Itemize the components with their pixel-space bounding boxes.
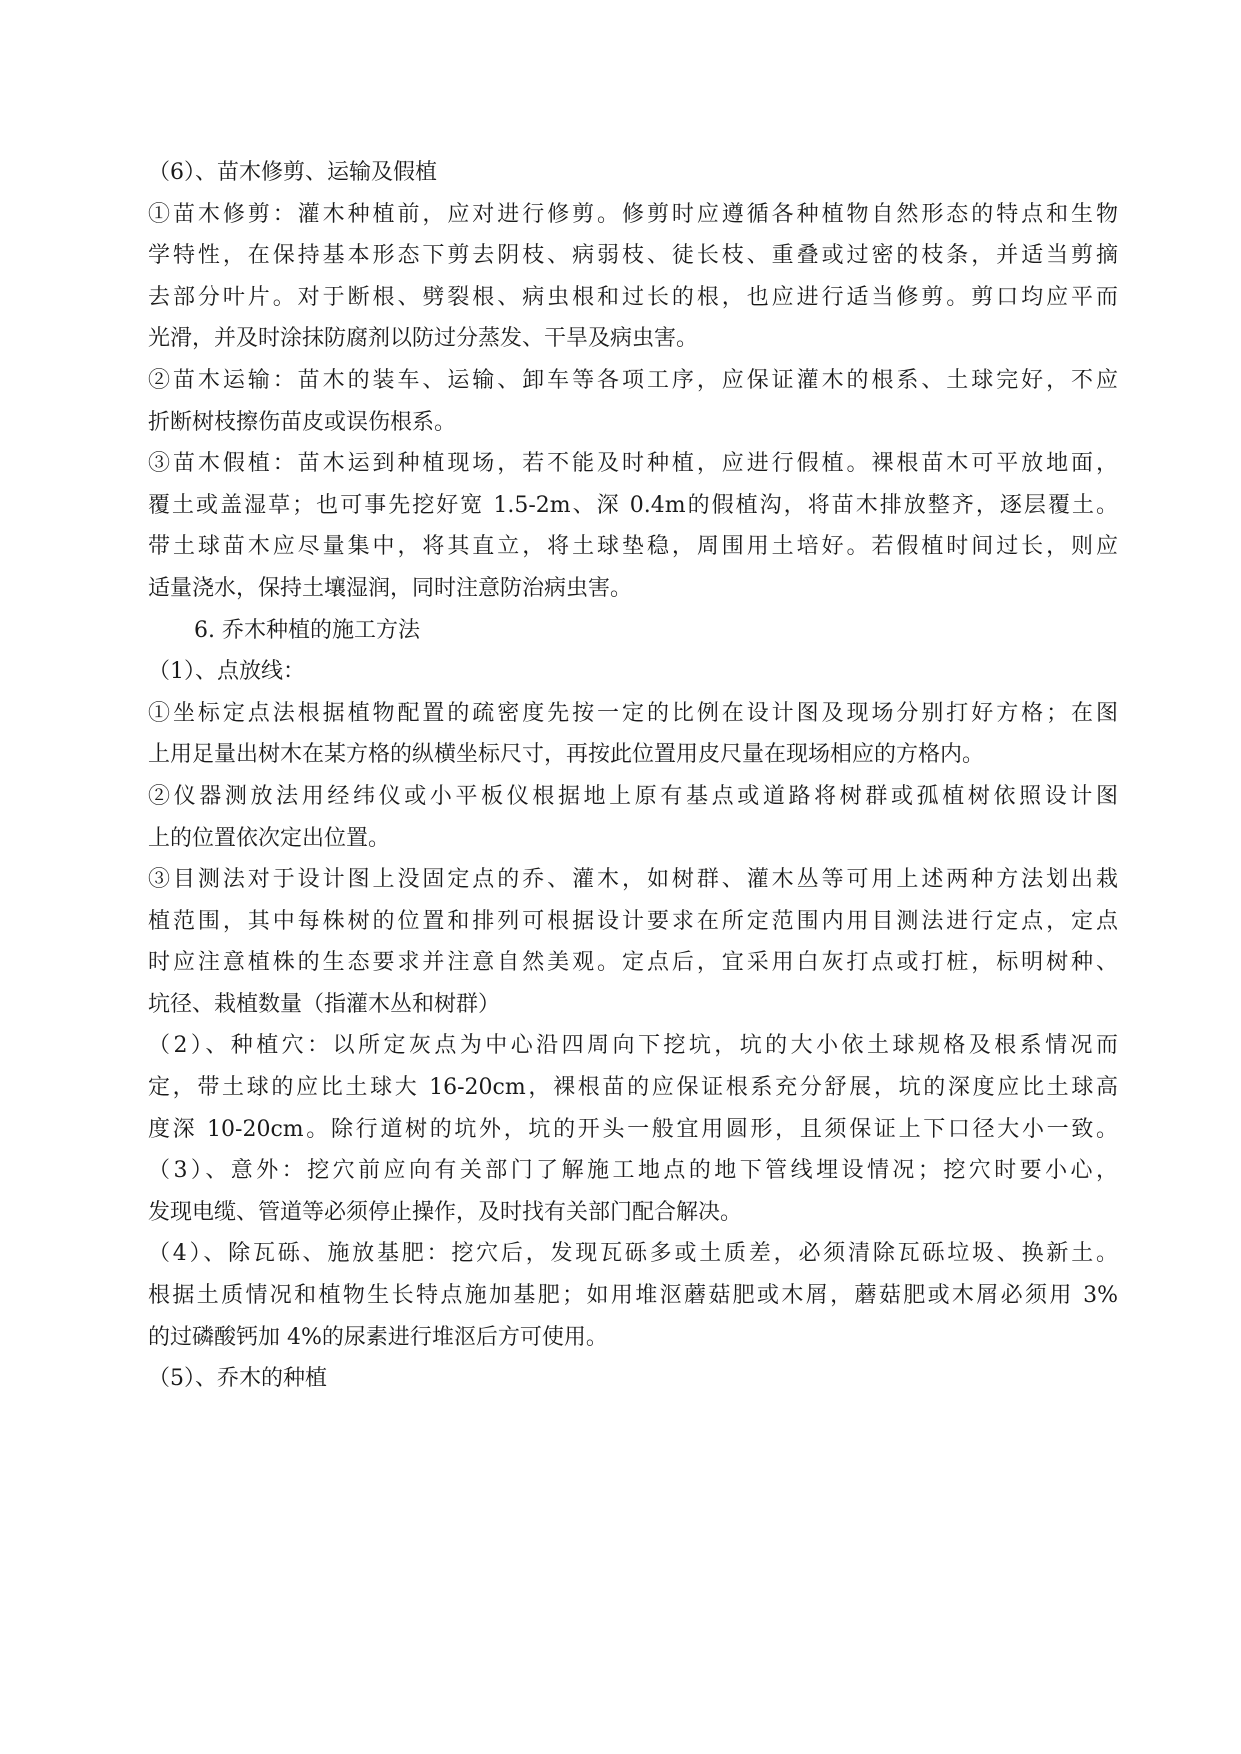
paragraph-line: 坑径、栽植数量（指灌木丛和树群） — [148, 991, 501, 1017]
subsection-heading: （5）、乔木的种植 — [148, 1366, 327, 1392]
paragraph-line: 定，带土球的应比土球大 16-20cm，裸根苗的应保证根系充分舒展，坑的深度应比土球高 — [148, 1075, 1118, 1101]
paragraph-line: （3）、意外：挖穴前应向有关部门了解施工地点的地下管线埋设情况；挖穴时要小心， — [148, 1158, 1118, 1184]
paragraph-line: 发现电缆、管道等必须停止操作，及时找有关部门配合解决。 — [148, 1199, 743, 1225]
section-heading: （6）、苗木修剪、运输及假植 — [148, 160, 437, 185]
paragraph-line: 根据土质情况和植物生长特点施加基肥；如用堆沤蘑菇肥或木屑，蘑菇肥或木屑必须用 3% — [148, 1283, 1118, 1309]
paragraph-line: ②仪器测放法用经纬仪或小平板仪根据地上原有基点或道路将树群或孤植树依照设计图 — [148, 783, 1118, 809]
paragraph-line: 光滑，并及时涂抹防腐剂以防过分蒸发、干旱及病虫害。 — [148, 326, 699, 352]
paragraph-line: 上用足量出树木在某方格的纵横坐标尺寸，再按此位置用皮尺量在现场相应的方格内。 — [148, 742, 985, 768]
paragraph-line: 折断树枝擦伤苗皮或误伤根系。 — [148, 409, 457, 435]
paragraph-line: 时应注意植株的生态要求并注意自然美观。定点后，宜采用白灰打点或打桩，标明树种、 — [148, 950, 1118, 976]
paragraph-line: （4）、除瓦砾、施放基肥：挖穴后，发现瓦砾多或土质差，必须清除瓦砾垃圾、换新土。 — [148, 1241, 1118, 1267]
paragraph-line: ③目测法对于设计图上没固定点的乔、灌木，如树群、灌木丛等可用上述两种方法划出栽 — [148, 867, 1118, 893]
paragraph-line: 植范围，其中每株树的位置和排列可根据设计要求在所定范围内用目测法进行定点，定点 — [148, 908, 1118, 934]
paragraph-line: 带土球苗木应尽量集中，将其直立，将土球垫稳，周围用土培好。若假植时间过长，则应 — [148, 534, 1118, 560]
paragraph-line: 适量浇水，保持土壤湿润，同时注意防治病虫害。 — [148, 575, 633, 601]
paragraph-line: 的过磷酸钙加 4%的尿素进行堆沤后方可使用。 — [148, 1324, 608, 1350]
paragraph-line: （2）、种植穴：以所定灰点为中心沿四周向下挖坑，坑的大小依土球规格及根系情况而 — [148, 1033, 1118, 1059]
paragraph-line: ①苗木修剪：灌木种植前，应对进行修剪。修剪时应遵循各种植物自然形态的特点和生物 — [148, 201, 1118, 227]
document-body — [148, 152, 1118, 1400]
subsection-heading: （1）、点放线： — [148, 659, 305, 685]
paragraph-line: 去部分叶片。对于断根、劈裂根、病虫根和过长的根，也应进行适当修剪。剪口均应平而 — [148, 284, 1118, 310]
paragraph-line: ②苗木运输：苗木的装车、运输、卸车等各项工序，应保证灌木的根系、土球完好，不应 — [148, 367, 1118, 393]
paragraph-line: 覆土或盖湿草；也可事先挖好宽 1.5-2m、深 0.4m的假植沟，将苗木排放整齐，逐层覆土。 — [148, 492, 1118, 518]
paragraph-line: 学特性，在保持基本形态下剪去阴枝、病弱枝、徒长枝、重叠或过密的枝条，并适当剪摘 — [148, 243, 1118, 269]
paragraph-line: ①坐标定点法根据植物配置的疏密度先按一定的比例在设计图及现场分别打好方格；在图 — [148, 700, 1118, 726]
paragraph-line: 上的位置依次定出位置。 — [148, 825, 391, 851]
paragraph-line: ③苗木假植：苗木运到种植现场，若不能及时种植，应进行假植。裸根苗木可平放地面， — [148, 451, 1118, 477]
section-heading: 6. 乔木种植的施工方法 — [194, 617, 420, 643]
paragraph-line: 度深 10-20cm。除行道树的坑外，坑的开头一般宜用圆形，且须保证上下口径大小一致。 — [148, 1116, 1118, 1142]
